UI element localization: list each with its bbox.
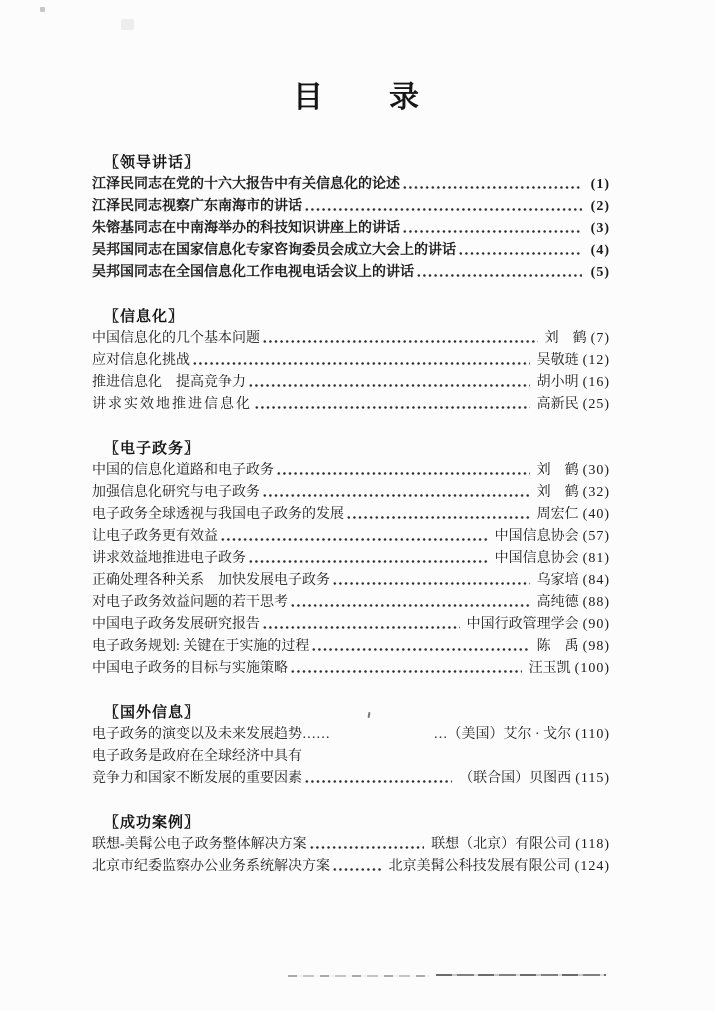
page-title: 目 录 bbox=[293, 81, 421, 114]
entry-author: 中国信息协会 bbox=[494, 529, 579, 544]
toc-section bbox=[92, 306, 610, 416]
toc-entry bbox=[92, 658, 610, 680]
entry-author: 中国信息协会 bbox=[494, 551, 579, 566]
section-header: 〖领导讲话〗 bbox=[104, 155, 201, 171]
section-header: 〖成功案例〗 bbox=[104, 815, 201, 831]
entry-title: 中国的信息化道路和电子政务 bbox=[92, 463, 274, 478]
entry-page: (12) bbox=[582, 353, 610, 368]
entry-author: 联想（北京）有限公司 bbox=[431, 837, 572, 852]
toc-entry bbox=[92, 262, 610, 284]
toc-entry bbox=[92, 350, 610, 372]
entry-title: 加强信息化研究与电子政务 bbox=[92, 485, 260, 500]
toc-entry bbox=[92, 834, 610, 856]
entry-author: 汪玉凯 bbox=[528, 661, 571, 676]
entry-page: (3) bbox=[590, 221, 610, 236]
toc-entry bbox=[92, 482, 610, 504]
entry-page: (57) bbox=[582, 529, 610, 544]
dot-leader bbox=[311, 643, 529, 656]
entry-page: (115) bbox=[575, 771, 610, 786]
entry-title: 电子政务是政府在全球经济中具有 bbox=[92, 749, 302, 764]
dot-leader bbox=[332, 863, 382, 876]
entry-author: 周宏仁 bbox=[536, 507, 579, 522]
dot-leader bbox=[254, 401, 530, 414]
toc-entry bbox=[92, 372, 610, 394]
entry-page: (32) bbox=[582, 485, 610, 500]
entry-author: …（美国）艾尔 · 戈尔 bbox=[433, 727, 572, 742]
toc-entry bbox=[92, 856, 610, 878]
toc-entry bbox=[92, 570, 610, 592]
dot-leader bbox=[416, 269, 582, 282]
entry-title: 朱镕基同志在中南海举办的科技知识讲座上的讲话 bbox=[92, 221, 400, 236]
dot-leader bbox=[248, 379, 530, 392]
toc-entry bbox=[92, 174, 610, 196]
entry-page: (30) bbox=[582, 463, 610, 478]
dot-leader bbox=[290, 599, 530, 612]
entry-title: 让电子政务更有效益 bbox=[92, 529, 218, 544]
entry-title: 电子政务全球透视与我国电子政务的发展 bbox=[92, 507, 344, 522]
entry-author: 吴敬琏 bbox=[536, 353, 579, 368]
entry-page: (81) bbox=[582, 551, 610, 566]
toc-entry bbox=[92, 592, 610, 614]
toc-section bbox=[92, 702, 610, 790]
entry-title: 正确处理各种关系 加快发展电子政务 bbox=[92, 573, 330, 588]
toc-entry bbox=[92, 504, 610, 526]
toc-entry bbox=[92, 240, 610, 262]
entry-title: 讲求实效地推进信息化 bbox=[92, 397, 252, 412]
entry-page: (90) bbox=[582, 617, 610, 632]
dot-leader bbox=[309, 841, 425, 854]
scan-speck-topleft bbox=[40, 7, 45, 12]
dot-leader bbox=[192, 357, 530, 370]
dot-leader bbox=[262, 335, 538, 348]
entry-title: 吴邦国同志在全国信息化工作电视电话会议上的讲话 bbox=[92, 265, 414, 280]
dot-leader bbox=[262, 621, 460, 634]
toc-entry bbox=[92, 328, 610, 350]
entry-title: 电子政务的演变以及未来发展趋势…… bbox=[92, 727, 330, 742]
dot-leader bbox=[332, 577, 530, 590]
entry-title: 吴邦国同志在国家信息化专家咨询委员会成立大会上的讲话 bbox=[92, 243, 456, 258]
dot-leader bbox=[220, 533, 488, 546]
entry-author: 高新民 bbox=[536, 397, 579, 412]
entry-author: 刘 鹤 bbox=[536, 463, 579, 478]
dot-leader bbox=[290, 665, 522, 678]
toc-entry bbox=[92, 526, 610, 548]
entry-title: 联想-美髯公电子政务整体解决方案 bbox=[92, 837, 307, 852]
dot-leader bbox=[402, 181, 582, 194]
dot-leader bbox=[402, 225, 582, 238]
dot-leader bbox=[304, 775, 452, 788]
entry-page: (118) bbox=[575, 837, 610, 852]
toc-entry bbox=[92, 460, 610, 482]
entry-page: (88) bbox=[582, 595, 610, 610]
entry-title: 推进信息化 提高竞争力 bbox=[92, 375, 246, 390]
entry-page: (110) bbox=[575, 727, 610, 742]
toc-entry bbox=[92, 548, 610, 570]
dot-leader bbox=[346, 511, 530, 524]
entry-author: 陈 禹 bbox=[536, 639, 579, 654]
toc-section bbox=[92, 812, 610, 878]
entry-title: 竞争力和国家不断发展的重要因素 bbox=[92, 771, 302, 786]
section-header: 〖国外信息〗 bbox=[104, 705, 201, 721]
table-of-contents bbox=[92, 152, 610, 878]
dot-leader bbox=[276, 467, 530, 480]
toc-entry bbox=[92, 196, 610, 218]
entry-page: (124) bbox=[574, 859, 610, 874]
entry-author: （联合国）贝图西 bbox=[459, 771, 572, 786]
dot-leader bbox=[304, 203, 582, 216]
entry-author: 高纯德 bbox=[536, 595, 579, 610]
toc-entry bbox=[92, 614, 610, 636]
toc-section bbox=[92, 152, 610, 284]
entry-author: 胡小明 bbox=[536, 375, 579, 390]
entry-title: 江泽民同志视察广东南海市的讲话 bbox=[92, 199, 302, 214]
toc-entry bbox=[92, 768, 610, 790]
entry-page: (4) bbox=[590, 243, 610, 258]
toc-entry bbox=[92, 746, 610, 768]
entry-page: (40) bbox=[582, 507, 610, 522]
entry-page: (2) bbox=[590, 199, 610, 214]
entry-title: 讲求效益地推进电子政务 bbox=[92, 551, 246, 566]
entry-author: 刘 鹤 bbox=[544, 331, 587, 346]
dot-leader bbox=[262, 489, 530, 502]
entry-title: 应对信息化挑战 bbox=[92, 353, 190, 368]
entry-page: (16) bbox=[582, 375, 610, 390]
entry-author: 中国行政管理学会 bbox=[466, 617, 579, 632]
entry-title: 中国电子政务的目标与实施策略 bbox=[92, 661, 288, 676]
toc-entry bbox=[92, 636, 610, 658]
entry-title: 北京市纪委监察办公业务系统解决方案 bbox=[92, 859, 330, 874]
entry-page: (25) bbox=[582, 397, 610, 412]
toc-section bbox=[92, 438, 610, 680]
toc-entry bbox=[92, 394, 610, 416]
scan-smudge-topleft bbox=[121, 19, 134, 30]
scan-line-artifact-right bbox=[436, 974, 606, 976]
entry-title: 江泽民同志在党的十六大报告中有关信息化的论述 bbox=[92, 177, 400, 192]
entry-author: 北京美髯公科技发展有限公司 bbox=[388, 859, 571, 874]
entry-page: (1) bbox=[590, 177, 610, 192]
section-header: 〖信息化〗 bbox=[104, 309, 185, 325]
toc-entry bbox=[92, 218, 610, 240]
entry-page: (5) bbox=[590, 265, 610, 280]
entry-page: (7) bbox=[590, 331, 610, 346]
entry-author: 刘 鹤 bbox=[536, 485, 579, 500]
entry-page: (84) bbox=[582, 573, 610, 588]
dot-leader bbox=[458, 247, 582, 260]
toc-entry bbox=[92, 724, 610, 746]
entry-title: 对电子政务效益问题的若干思考 bbox=[92, 595, 288, 610]
entry-author: 乌家培 bbox=[536, 573, 579, 588]
section-header: 〖电子政务〗 bbox=[104, 441, 201, 457]
scan-line-artifact-left bbox=[288, 975, 430, 977]
entry-title: 电子政务规划: 关键在于实施的过程 bbox=[92, 639, 310, 654]
entry-title: 中国信息化的几个基本问题 bbox=[92, 331, 260, 346]
entry-page: (98) bbox=[582, 639, 610, 654]
entry-page: (100) bbox=[574, 661, 610, 676]
dot-leader bbox=[248, 555, 488, 568]
entry-title: 中国电子政务发展研究报告 bbox=[92, 617, 260, 632]
